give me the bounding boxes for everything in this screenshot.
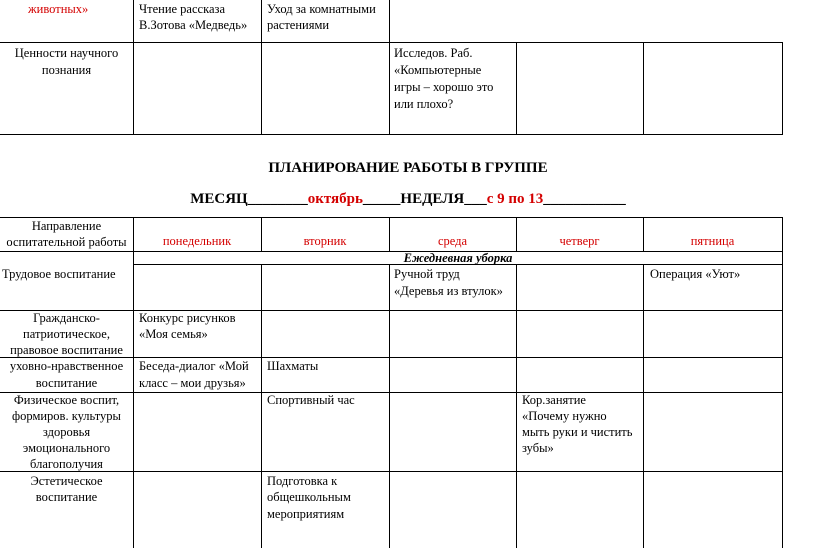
cell-text: Ценности научного <box>14 46 119 60</box>
row-label: правовое воспитание <box>10 343 123 357</box>
table-rule <box>782 43 783 135</box>
week-value: с 9 по 13 <box>486 191 544 207</box>
cell-text: мыть руки и чистить <box>522 425 633 439</box>
table-rule <box>643 264 644 548</box>
cell-text: познания <box>41 63 92 77</box>
week-blank: ___ <box>464 191 487 207</box>
table-rule <box>261 0 262 135</box>
table-rule <box>261 264 262 548</box>
cell-text: «Деревья из втулок» <box>394 284 503 298</box>
week-label: НЕДЕЛЯ <box>400 191 465 207</box>
cell-text: или плохо? <box>394 97 454 111</box>
cell-text: Беседа-диалог «Мой <box>139 359 249 373</box>
day-monday: понедельник <box>162 234 232 248</box>
day-thursday: четверг <box>559 234 600 248</box>
cell-text: класс – мои друзья» <box>139 376 246 390</box>
table-rule <box>389 264 390 548</box>
table-rule <box>133 0 134 135</box>
table-rule <box>516 264 517 548</box>
month-label: МЕСЯЦ <box>190 191 248 207</box>
week-blank: ___________ <box>543 191 626 207</box>
row-label: формиров. культуры <box>12 409 121 423</box>
header-direction: Направление <box>31 219 102 233</box>
row-label: Гражданско- <box>33 311 100 325</box>
cell-text: «Моя семья» <box>139 327 208 341</box>
day-tuesday: вторник <box>303 234 347 248</box>
page-title: ПЛАНИРОВАНИЕ РАБОТЫ В ГРУППЕ <box>268 160 548 176</box>
cell-text: Спортивный час <box>267 393 355 407</box>
cell-text: Подготовка к <box>267 474 338 488</box>
table-rule <box>389 0 390 135</box>
cell-text: «Почему нужно <box>522 409 607 423</box>
day-wednesday: среда <box>437 234 468 248</box>
row-label: уховно-нравственное <box>9 359 124 373</box>
cell-text: Уход за комнатными <box>267 2 376 16</box>
cell-text: мероприятиям <box>267 507 345 521</box>
table-rule <box>643 43 644 135</box>
row-label: эмоционального <box>22 441 111 455</box>
row-label: воспитание <box>35 376 98 390</box>
cell-text: Кор.занятие <box>522 393 586 407</box>
cell-text: животных» <box>28 2 89 16</box>
cell-text: общешкольным <box>267 490 351 504</box>
row-label: Физическое воспит, <box>13 393 120 407</box>
cell-text: «Компьютерные <box>394 63 482 77</box>
cell-text: Исследов. Раб. <box>394 46 473 60</box>
table-rule <box>516 43 517 135</box>
cell-text: растениями <box>267 18 330 32</box>
cell-text: Конкурс рисунков <box>139 311 236 325</box>
row-label: Трудовое воспитание <box>2 267 116 281</box>
cell-text: Ручной труд <box>394 267 460 281</box>
header-direction: оспитательной работы <box>6 235 127 249</box>
row-label: здоровья <box>42 425 91 439</box>
row-label: Эстетическое <box>30 474 103 488</box>
table-rule <box>0 42 783 43</box>
month-value: октябрь <box>307 191 363 207</box>
cell-text: Шахматы <box>267 359 319 373</box>
month-blank: _____ <box>362 191 401 207</box>
cell-text: Операция «Уют» <box>650 267 741 281</box>
row-label: благополучия <box>30 457 103 471</box>
cell-text: игры – хорошо это <box>394 80 494 94</box>
cell-text: зубы» <box>522 441 554 455</box>
month-week-line <box>0 191 816 208</box>
row-label: воспитание <box>35 490 98 504</box>
cell-text: В.Зотова «Медведь» <box>139 18 248 32</box>
row-label: патриотическое, <box>23 327 110 341</box>
table-rule <box>0 134 783 135</box>
day-friday: пятница <box>690 234 735 248</box>
daily-cleaning: Ежедневная уборка <box>403 251 513 265</box>
month-blank: ________ <box>247 191 308 207</box>
cell-text: Чтение рассказа <box>139 2 225 16</box>
